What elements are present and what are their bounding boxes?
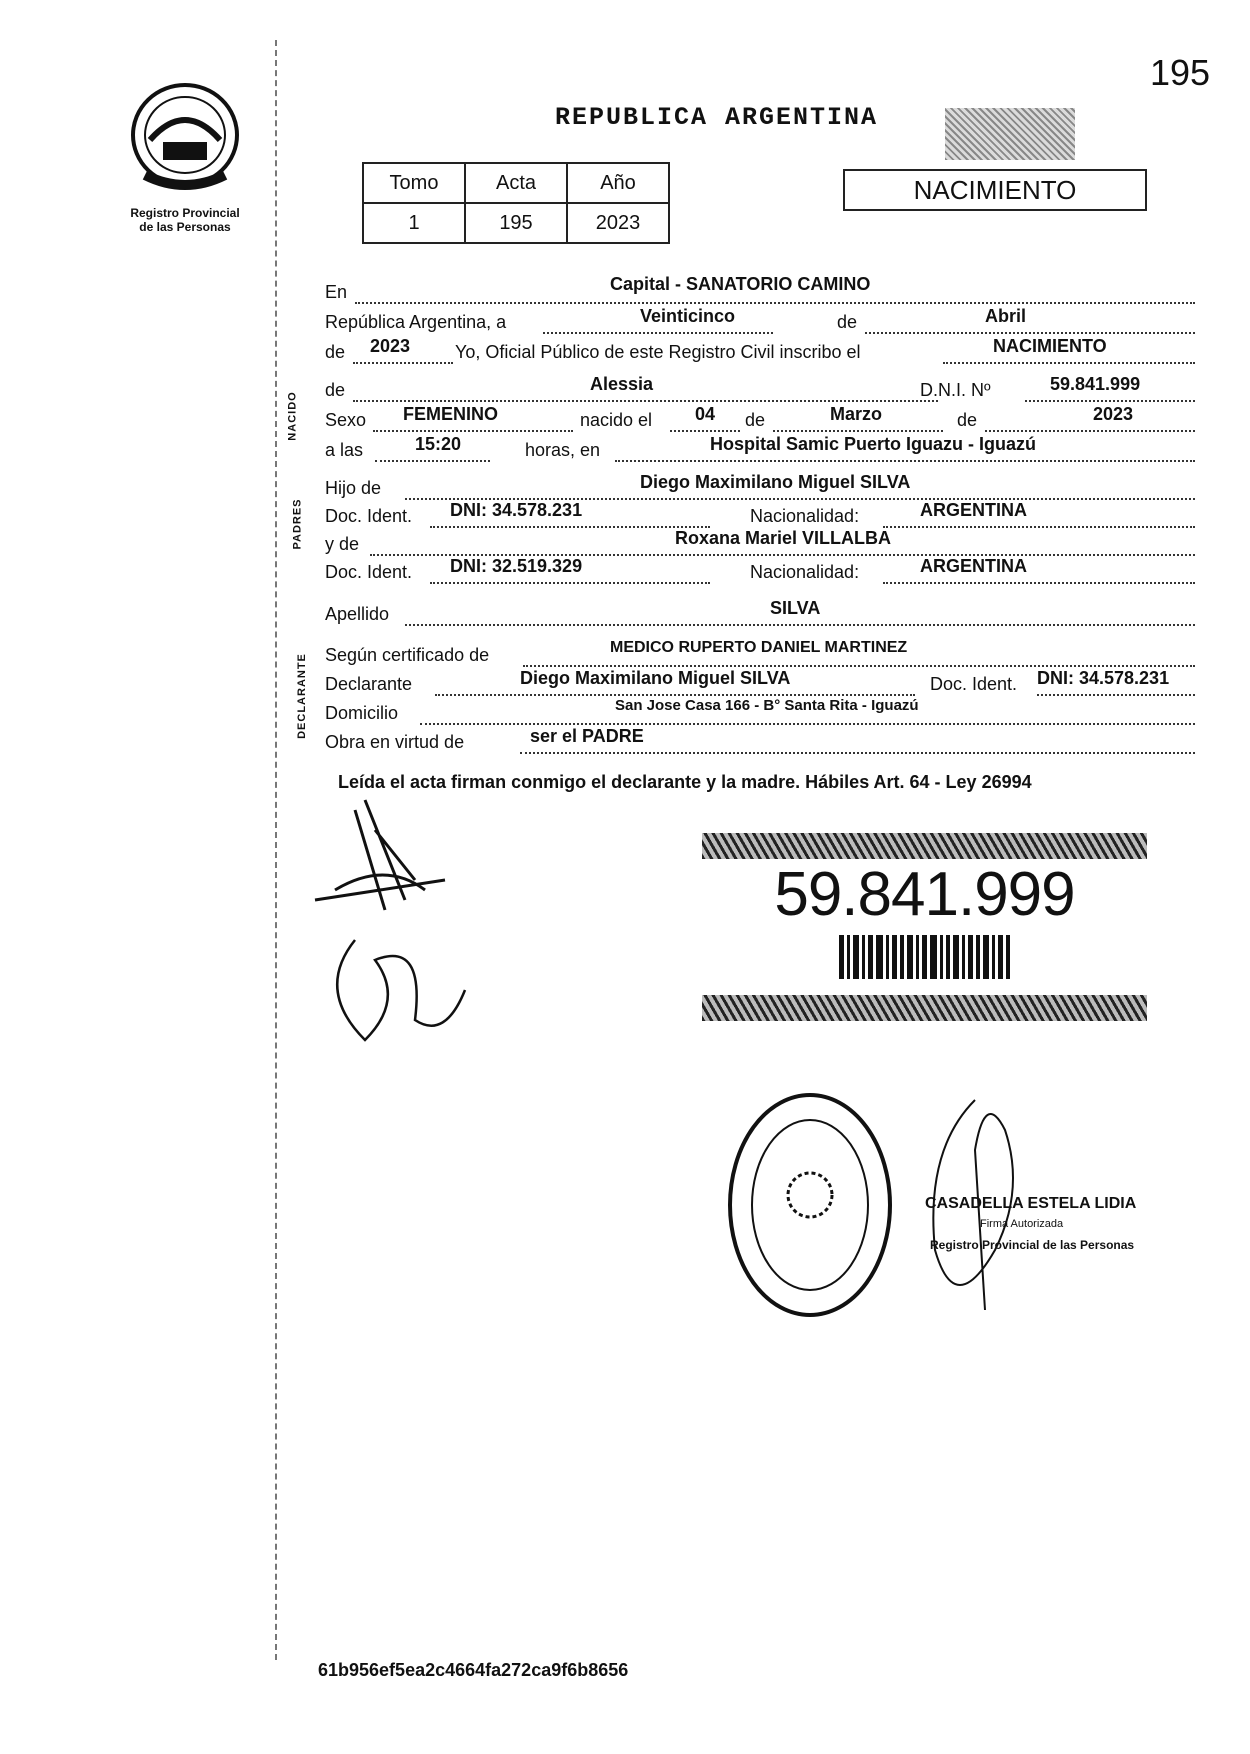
side-label-declarante: DECLARANTE [295,653,308,739]
header-tomo: Tomo [363,163,465,203]
value-address: San Jose Casa 166 - B° Santa Rita - Iguazú [615,697,919,714]
value-certificate: MEDICO RUPERTO DANIEL MARTINEZ [610,639,908,656]
province-seal [105,80,265,234]
label-obra: Obra en virtud de [325,732,465,752]
value-birth-year: 2023 [1093,404,1134,424]
value-declarant: Diego Maximilano Miguel SILVA [520,668,791,688]
value-surname: SILVA [770,598,821,618]
value-relation: ser el PADRE [530,726,644,746]
label-declarante: Declarante [325,674,413,694]
value-birth-month: Marzo [830,404,883,424]
label-y-de: y de [325,534,360,554]
signature-declarant [295,790,475,1070]
value-sex: FEMENINO [403,404,499,424]
value-mother: Roxana Mariel VILLALBA [675,528,892,548]
label-nacido-el: nacido el [580,410,653,430]
value-act-type: NACIMIENTO [993,336,1107,356]
value-acta: 195 [465,203,567,243]
value-month: Abril [985,306,1027,326]
official-office: Registro Provincial de las Personas [930,1238,1135,1252]
official-role: Firma Autorizada [980,1218,1064,1230]
label-yo: Yo, Oficial Público de este Registro Civil inscribo el [455,342,861,362]
value-place: Capital - SANATORIO CAMINO [610,274,871,294]
label-de-month: de [745,410,766,430]
document-hash: 61b956ef5ea2c4664fa272ca9f6b8656 [318,1660,629,1680]
row-sex [325,404,1195,436]
row-time [325,434,1195,466]
side-label-padres: PADRES [291,498,304,550]
label-dni: D.N.I. Nº [920,380,991,400]
security-pattern [945,108,1075,160]
value-declarant-doc: DNI: 34.578.231 [1037,668,1170,688]
label-de: de [837,312,858,332]
row-mother-doc [325,556,1195,588]
value-birth-day: 04 [695,404,716,424]
sanatorio-stamp [720,1085,900,1325]
label-doc-ident-mother: Doc. Ident. [325,562,413,582]
header-ano: Año [567,163,669,203]
label-nacionalidad-father: Nacionalidad: [750,506,860,526]
dni-large: 59.841.999 [774,860,1075,929]
row-surname [325,598,1195,630]
label-republica: República Argentina, a [325,312,507,332]
value-father-nat: ARGENTINA [920,500,1027,520]
value-name: Alessia [590,374,654,394]
label-de-name: de [325,380,346,400]
label-de-year: de [325,342,346,362]
label-sexo: Sexo [325,410,367,430]
page-number: 195 [1150,52,1211,93]
row-year [325,336,1195,368]
seal-caption-line1: Registro Provincial [130,206,240,220]
security-band-bottom [702,995,1147,1021]
dni-barcode [702,935,1147,979]
value-day-words: Veinticinco [640,306,736,326]
value-tomo: 1 [363,203,465,243]
label-domicilio: Domicilio [325,703,399,723]
label-en: En [325,282,348,302]
label-hijo-de: Hijo de [325,478,382,498]
value-ano: 2023 [567,203,669,243]
label-segun: Según certificado de [325,645,490,665]
certificate-type: NACIMIENTO [843,169,1147,211]
value-mother-nat: ARGENTINA [920,556,1027,576]
label-doc-ident-declarant: Doc. Ident. [930,674,1018,694]
label-horas-en: horas, en [525,440,601,460]
label-a-las: a las [325,440,364,460]
row-en [325,274,1195,308]
seal-caption-line2: de las Personas [139,220,231,234]
value-father-doc: DNI: 34.578.231 [450,500,583,520]
header-acta: Acta [465,163,567,203]
label-de-year2: de [957,410,978,430]
side-label-nacido: NACIDO [286,391,299,441]
margin-line [275,40,277,1660]
label-doc-ident-father: Doc. Ident. [325,506,413,526]
value-mother-doc: DNI: 32.519.329 [450,556,583,576]
value-birth-time: 15:20 [415,434,462,454]
closing-statement: Leída el acta firman conmigo el declarante y la madre. Hábiles Art. 64 - Ley 26994 [338,772,1032,792]
country-title: REPUBLICA ARGENTINA [555,103,879,132]
row-name [325,374,1195,406]
value-year: 2023 [370,336,411,356]
province-coat-of-arms-icon [125,80,245,195]
security-band-top [702,833,1147,859]
value-father: Diego Maximilano Miguel SILVA [640,472,911,492]
dni-label-block [702,833,1147,1033]
label-nacionalidad-mother: Nacionalidad: [750,562,860,582]
row-date [325,306,1195,338]
row-relation [325,726,1195,758]
value-dni: 59.841.999 [1050,374,1141,394]
registry-table [362,162,670,244]
value-birth-place: Hospital Samic Puerto Iguazu - Iguazú [710,434,1037,454]
official-name: CASADELLA ESTELA LIDIA [925,1195,1137,1212]
label-apellido: Apellido [325,604,390,624]
row-address [325,697,1195,729]
